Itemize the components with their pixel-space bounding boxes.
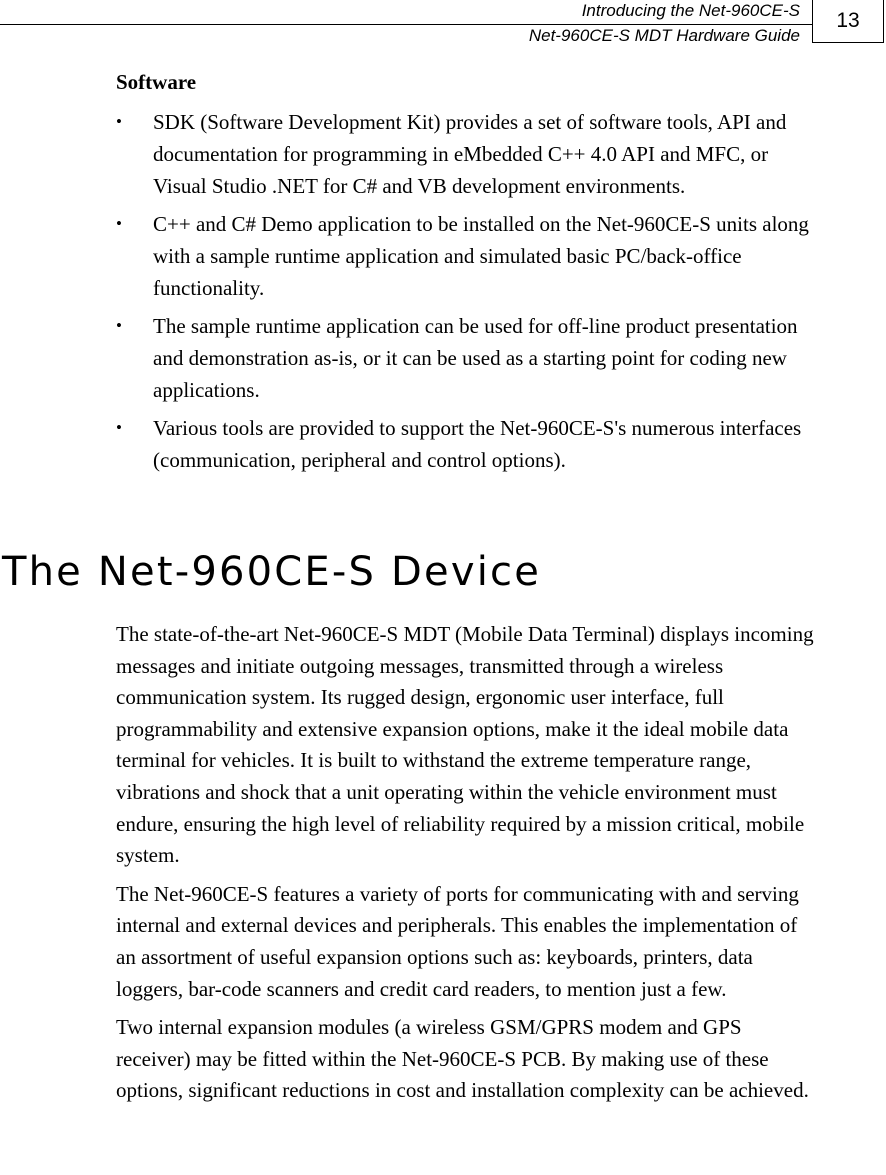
bullet-icon: • [116,112,122,131]
device-section-heading: The Net-960CE-S Device [2,549,542,595]
bullet-icon: • [116,418,122,437]
device-body [116,619,816,1114]
bullet-icon: • [116,214,122,233]
software-bullet-text: Various tools are provided to support the Net-960CE-S's numerous interfaces (communication, peripheral and control options). [153,416,802,472]
page-header [0,0,886,46]
device-paragraph: The state-of-the-art Net-960CE-S MDT (Mobile Data Terminal) displays incoming messages and initiate outgoing messages, transmitted through a wireless communication system. Its rugged design, ergonomic user interface, full programmability and extensive expansion options, make it the ideal mobile data terminal for vehicles. It is built to withstand the extreme temperature range, vibrations and shock that a unit operating within the vehicle environment must endure, ensuring the high level of reliability required by a mission critical, mobile system. [116,622,814,868]
header-chapter-title: Introducing the Net-960CE-S [581,1,800,20]
software-bullet-item [116,412,816,476]
device-paragraph: Two internal expansion modules (a wireless GSM/GPRS modem and GPS receiver) may be fitted within the Net-960CE-S PCB. By making use of these options, significant reductions in cost and installation complexity can be achieved. [116,1015,809,1103]
software-bullet-text: The sample runtime application can be used for off-line product presentation and demonstration as-is, or it can be used as a starting point for coding new applications. [153,314,798,402]
bullet-icon: • [116,316,122,335]
software-bullet-list [116,106,816,482]
page-number: 13 [812,0,884,43]
software-bullet-item [116,208,816,304]
software-bullet-text: SDK (Software Development Kit) provides a set of software tools, API and documentation for programming in eMbedded C++ 4.0 API and MFC, or Visual Studio .NET for C# and VB development environments. [153,110,787,198]
software-bullet-text: C++ and C# Demo application to be installed on the Net-960CE-S units along with a sample runtime application and simulated basic PC/back-office functionality. [153,212,809,300]
device-paragraph: The Net-960CE-S features a variety of ports for communicating with and serving internal and external devices and peripherals. This enables the implementation of an assortment of useful expansion options such as: keyboards, printers, data loggers, bar-code scanners and credit card readers, to mention just a few. [116,881,799,1001]
header-guide-title: Net-960CE-S MDT Hardware Guide [528,26,800,45]
software-bullet-item [116,310,816,406]
software-bullet-item [116,106,816,202]
software-section-label: Software [116,70,197,94]
